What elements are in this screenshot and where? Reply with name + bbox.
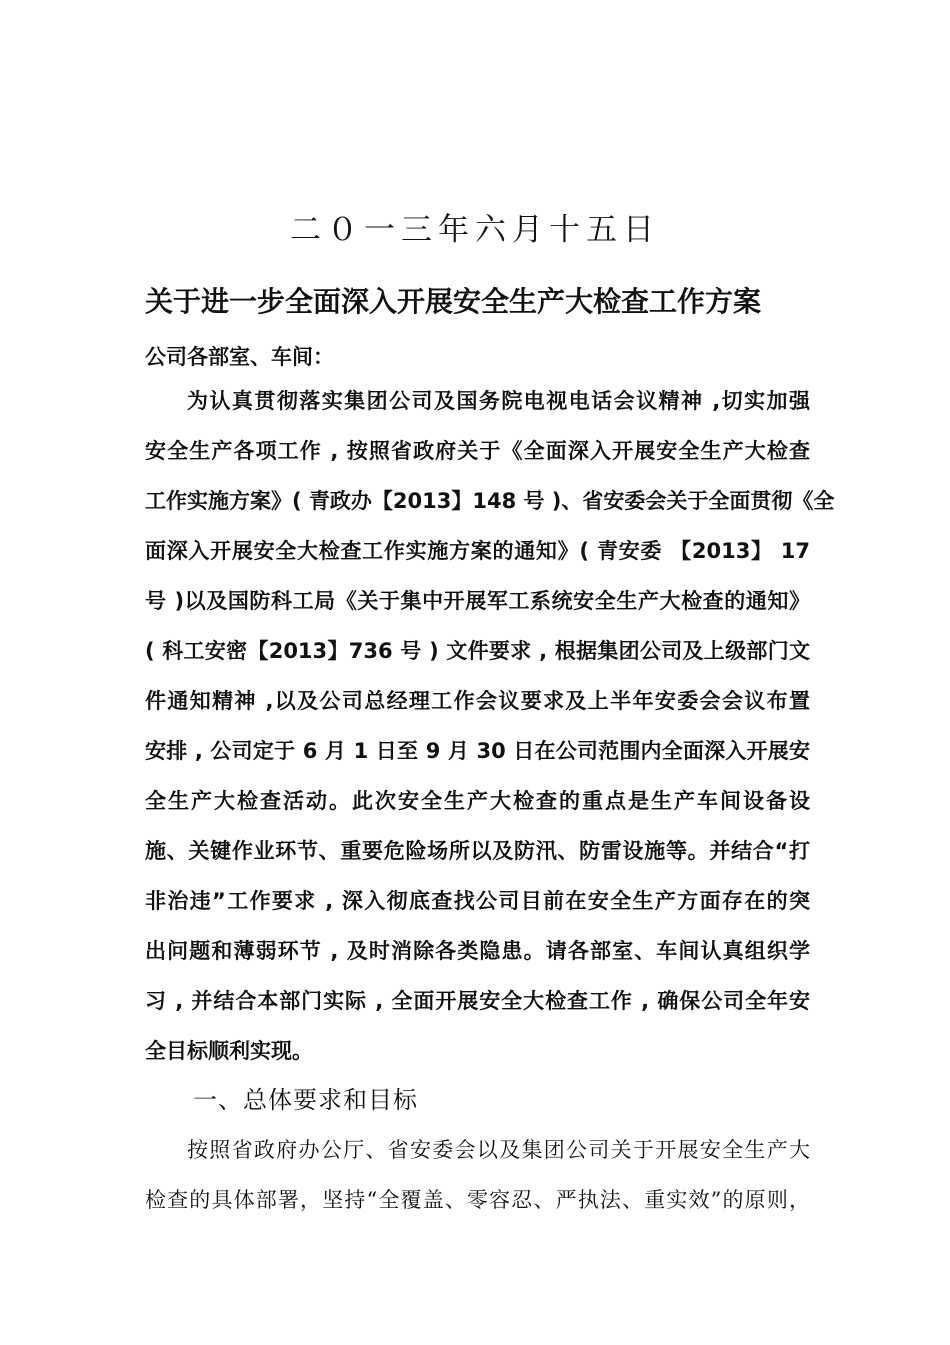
paragraph-line: 安全生产各项工作 , 按照省政府关于《全面深入开展安全生产大检查 bbox=[145, 439, 810, 463]
paragraph-line: 施、关键作业环节、重要危险场所以及防汛、防雷设施等。并结合“打 bbox=[145, 839, 810, 863]
paragraph-line: 为认真贯彻落实集团公司及国务院电视电话会议精神 ,切实加强 bbox=[187, 389, 810, 413]
paragraph-line: ( 科工安密【2013】736 号 ) 文件要求 , 根据集团公司及上级部门文 bbox=[145, 639, 810, 663]
paragraph-line: 全生产大检查活动。此次安全生产大检查的重点是生产车间设备设 bbox=[145, 789, 810, 813]
section-heading: 一、总体要求和目标 bbox=[193, 1086, 418, 1114]
salutation: 公司各部室、车间： bbox=[145, 345, 334, 369]
paragraph-line: 安排 , 公司定于 6 月 1 日至 9 月 30 日在公司范围内全面深入开展安 bbox=[145, 739, 810, 763]
paragraph-line: 号 )以及国防科工局《关于集中开展军工系统安全生产大检查的通知》 bbox=[145, 589, 810, 613]
paragraph-line: 件通知精神 ,以及公司总经理工作会议要求及上半年安委会会议布置 bbox=[145, 689, 810, 713]
paragraph-line: 工作实施方案》( 青政办【2013】148 号 )、省安委会关于全面贯彻《全 bbox=[145, 489, 835, 513]
document-date: 二０一三年六月十五日 bbox=[290, 212, 660, 248]
paragraph-line: 非治违”工作要求 , 深入彻底查找公司目前在安全生产方面存在的突 bbox=[145, 889, 810, 913]
paragraph-line: 检查的具体部署，坚持“全覆盖、零容忍、严执法、重实效”的原则， bbox=[145, 1188, 810, 1212]
paragraph-line: 按照省政府办公厅、省安委会以及集团公司关于开展安全生产大 bbox=[187, 1138, 810, 1162]
paragraph-line: 出问题和薄弱环节 , 及时消除各类隐患。请各部室、车间认真组织学 bbox=[145, 939, 810, 963]
document-title: 关于进一步全面深入开展安全生产大检查工作方案 bbox=[145, 285, 762, 318]
paragraph-line: 面深入开展安全大检查工作实施方案的通知》( 青安委 【2013】 17 bbox=[145, 539, 810, 563]
paragraph-line: 习 , 并结合本部门实际 , 全面开展安全大检查工作 , 确保公司全年安 bbox=[145, 989, 810, 1013]
paragraph-line: 全目标顺利实现。 bbox=[145, 1039, 313, 1063]
